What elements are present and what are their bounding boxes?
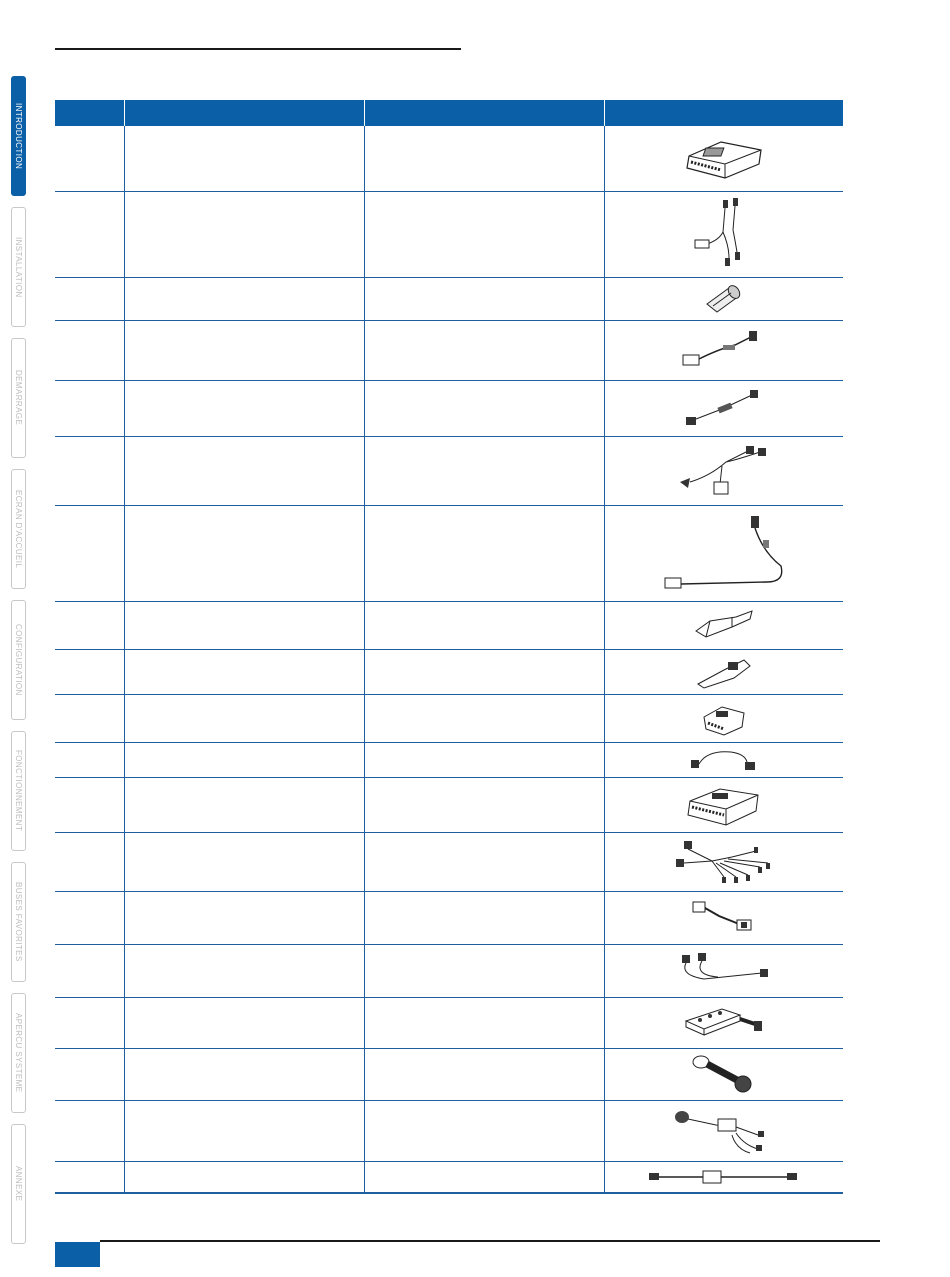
- tab-label: FONCTIONNEMENT: [14, 750, 23, 832]
- table-row: [55, 191, 843, 277]
- parts-table: [55, 100, 843, 1194]
- table-row: [55, 126, 843, 191]
- header-cell: [604, 100, 843, 126]
- y-cable-harness-icon: [689, 196, 759, 272]
- table-row: [55, 777, 843, 832]
- connector-plug-icon: [692, 607, 756, 643]
- round-connector-cable-icon: [689, 1052, 759, 1096]
- tab-ecran-accueil[interactable]: [11, 469, 26, 589]
- bottom-rule: [100, 1240, 880, 1242]
- table-row: [55, 1161, 843, 1193]
- tab-label: ANNEXE: [14, 1166, 23, 1202]
- header-cell: [364, 100, 604, 126]
- ecu-module-icon: [681, 134, 767, 182]
- tab-label: ECRAN D'ACCUEIL: [14, 489, 23, 569]
- extension-cable-icon: [689, 896, 759, 940]
- multi-branch-harness-icon: [672, 837, 776, 887]
- header-cell: [55, 100, 124, 126]
- tab-introduction[interactable]: [11, 76, 26, 196]
- table-row: [55, 436, 843, 505]
- tab-label: CONFIGURATION: [14, 624, 23, 696]
- short-jumper-cable-icon: [687, 746, 761, 774]
- junction-box-icon: [682, 1003, 766, 1043]
- small-module-icon: [700, 699, 748, 737]
- tab-label: APERCU SYSTEME: [14, 1013, 23, 1093]
- tab-configuration[interactable]: [11, 600, 26, 720]
- tab-apercu-systeme[interactable]: [11, 993, 26, 1113]
- table-row: [55, 1100, 843, 1161]
- tab-fonctionnement[interactable]: [11, 731, 26, 851]
- table-row: [55, 505, 843, 601]
- tab-demarrage[interactable]: [11, 338, 26, 458]
- table-row: [55, 997, 843, 1048]
- table-header-row: [55, 100, 843, 126]
- tab-label: INSTALLATION: [14, 236, 23, 298]
- table-row: [55, 742, 843, 777]
- long-cable-icon: [659, 512, 789, 594]
- table-row: [55, 649, 843, 694]
- power-harness-icon: [672, 1105, 776, 1157]
- ecu-module-2-icon: [684, 781, 764, 829]
- table-row: [55, 380, 843, 436]
- flat-extension-cable-icon: [647, 1168, 801, 1186]
- table-row: [55, 1048, 843, 1100]
- split-cable-icon: [676, 442, 772, 500]
- top-rule: [55, 48, 461, 50]
- tab-installation[interactable]: [11, 207, 26, 327]
- table-row: [55, 944, 843, 997]
- inline-fuse-cable-icon: [682, 385, 766, 431]
- adapter-cable-icon: [679, 325, 769, 375]
- page-number-box: [55, 1242, 100, 1267]
- tab-label: DEMARRAGE: [14, 370, 23, 426]
- connector-plug-2-icon: [694, 654, 754, 690]
- table-row: [55, 694, 843, 742]
- table-row: [55, 601, 843, 649]
- dual-y-cable-icon: [674, 951, 774, 991]
- pressure-sensor-icon: [701, 282, 747, 316]
- tab-annexe[interactable]: [11, 1124, 26, 1244]
- tab-label: INTRODUCTION: [14, 102, 23, 170]
- table-row: [55, 832, 843, 891]
- tab-label: BUSES FAVORITES: [14, 882, 23, 962]
- table-row: [55, 320, 843, 380]
- table-row: [55, 891, 843, 944]
- table-row: [55, 277, 843, 320]
- header-cell: [124, 100, 364, 126]
- tab-buses-favorites[interactable]: [11, 862, 26, 982]
